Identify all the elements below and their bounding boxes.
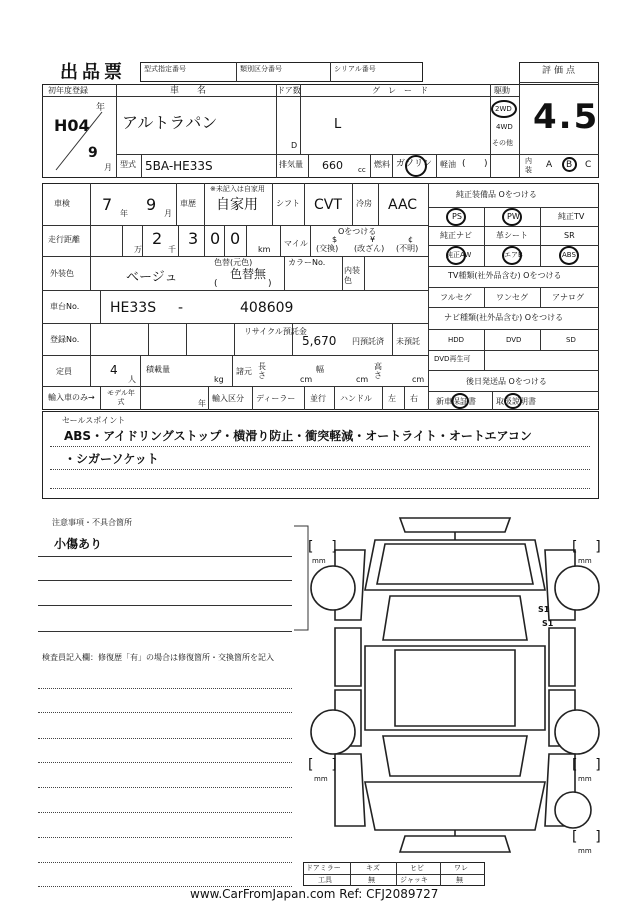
width-unit: cm: [356, 375, 369, 384]
interior-grade-c[interactable]: C: [585, 160, 592, 170]
capacity-label: 定員: [56, 367, 72, 376]
exchange-mark-dollar: $: [332, 235, 338, 244]
month-unit: 月: [104, 163, 112, 172]
equip-airbag[interactable]: エアB: [504, 251, 523, 259]
model-year-label: モデル年式: [107, 389, 135, 406]
exterior-color-value: ベージュ: [126, 270, 178, 285]
legend-jack: ジャッキ: [400, 876, 428, 884]
sales-points-label: セールスポイント: [62, 416, 126, 425]
serial-label: シリアル番号: [334, 65, 376, 73]
import-label: 輸入車のみ→: [48, 393, 95, 402]
interior-grade-circle: [562, 157, 577, 172]
height-unit: cm: [412, 375, 425, 384]
paren-open: (: [462, 159, 466, 169]
equip-aw[interactable]: 純正AW: [446, 251, 472, 259]
inspection-month-unit: 月: [164, 209, 172, 218]
legend-tools: 工具: [318, 876, 332, 884]
legend-break: ワレ: [454, 864, 468, 872]
reg-no-label: 登録No.: [50, 335, 80, 344]
later-warranty[interactable]: 新車保証書: [436, 397, 476, 406]
sales-points-line2: ・シガーソケット: [64, 452, 159, 466]
exchange-mark-cent: ¢: [408, 235, 414, 244]
tire-spare-unit: mm: [578, 847, 592, 855]
frame-number: 408609: [240, 300, 294, 316]
equip-pw[interactable]: PW: [507, 212, 520, 221]
inspection-label: 車検: [54, 199, 70, 208]
repaint-paren-close: ): [268, 279, 272, 289]
tire-rr-unit: mm: [578, 775, 592, 783]
score-value: 4.5: [533, 97, 600, 137]
car-diagram: [305, 510, 605, 870]
handle-left[interactable]: 左: [388, 394, 396, 403]
notes-label: 注意事項・不具合箇所: [52, 518, 132, 527]
grade-value: L: [334, 117, 342, 132]
sales-points-line1: ABS・アイドリングストップ・横滑り防止・衝突軽減・オートライト・オートエアコン: [64, 429, 532, 443]
equip-tv[interactable]: 純正TV: [558, 212, 585, 221]
km-unit: km: [258, 245, 271, 254]
tire-fr-unit: mm: [578, 557, 592, 565]
sen-unit: 千: [168, 245, 176, 254]
equip-abs[interactable]: ABS: [562, 251, 576, 259]
fuel-label: 燃料: [374, 160, 390, 169]
mileage-label: 走行距離: [48, 235, 80, 244]
tv-title: TV種類(社外品含む) Oをつける: [448, 271, 562, 280]
mileage-digit-2: 0: [210, 229, 221, 248]
later-title: 後日発送品 Oをつける: [466, 377, 547, 386]
recycle-status[interactable]: 円預託済: [352, 337, 384, 346]
grade-label: グレード: [372, 86, 436, 95]
first-reg-year: H04: [54, 116, 90, 135]
exchange-option-replaced[interactable]: (交換): [316, 244, 339, 253]
tire-rl-unit: mm: [314, 775, 328, 783]
history-note: ※未記入は自家用: [210, 185, 265, 193]
ac-value: AAC: [388, 197, 418, 213]
car-name: アルトラパン: [122, 113, 218, 132]
length-label: 長さ: [258, 362, 266, 380]
later-manual-circle: [504, 393, 522, 409]
legend-scratch: キズ: [366, 864, 380, 872]
fuel-circle: [405, 155, 427, 177]
width-label: 幅: [316, 365, 324, 374]
type-cert-label: 型式指定番号: [144, 65, 186, 73]
capacity-value: 4: [110, 363, 118, 377]
legend-tools-value: 無: [368, 876, 375, 884]
handle-label: ハンドル: [340, 394, 372, 403]
repaint-value: 色替無: [230, 267, 267, 281]
displacement-label: 排気量: [279, 160, 303, 169]
load-label: 積載量: [146, 365, 170, 374]
shift-label: シフト: [276, 199, 300, 208]
equip-navi[interactable]: 純正ナビ: [440, 231, 472, 240]
history-label: 車歴: [180, 199, 196, 208]
tv-fullseg[interactable]: フルセグ: [440, 293, 472, 302]
recycle-unpaid[interactable]: 未預託: [396, 337, 420, 346]
exchange-option-tampered[interactable]: (改ざん): [354, 244, 385, 253]
exchange-option-unknown[interactable]: (不明): [396, 244, 419, 253]
ac-label: 冷房: [356, 199, 372, 208]
interior-grade-a[interactable]: A: [546, 160, 553, 170]
repaint-label: 色替(元色): [214, 258, 253, 267]
navi-hdd[interactable]: HDD: [448, 336, 465, 344]
first-reg-month: 9: [88, 145, 98, 161]
frame-prefix: HE33S: [110, 300, 157, 316]
navi-title: ナビ種類(社外品含む) Oをつける: [444, 313, 564, 322]
equip-airbag-circle: [502, 246, 522, 265]
first-reg-label: 初年度登録: [48, 86, 88, 95]
dvd-label[interactable]: DVD再生可: [434, 355, 471, 363]
drive-2wd-circle: [491, 100, 517, 118]
tv-analog[interactable]: アナログ: [552, 293, 584, 302]
year-unit: 年: [96, 103, 106, 113]
inspection-year: 7: [102, 195, 113, 214]
navi-dvd[interactable]: DVD: [506, 336, 522, 344]
interior-label: 内装: [525, 157, 532, 174]
legend-jack-value: 無: [456, 876, 463, 884]
legend-crack: ヒビ: [410, 864, 424, 872]
later-warranty-circle: [451, 393, 469, 409]
equip-pw-circle: [502, 208, 522, 226]
equipment-title: 純正装備品 Oをつける: [456, 190, 537, 199]
load-unit: kg: [214, 375, 224, 384]
import-category-label: 輸入区分: [212, 394, 244, 403]
capacity-unit: 人: [128, 375, 136, 384]
doors-label: ドア数: [277, 86, 301, 95]
interior-grade-b[interactable]: B: [566, 160, 573, 170]
interior-color-label: 内装色: [344, 266, 360, 285]
inspector-label: 検査員記入欄：修復歴「有」の場合は修復箇所・交換箇所を記入: [42, 653, 274, 662]
exchange-circle-note: Oをつける: [338, 227, 377, 236]
doors-suffix: D: [291, 141, 298, 150]
equip-sr[interactable]: SR: [564, 231, 575, 240]
drive-label: 駆動: [494, 86, 510, 95]
recycle-label: リサイクル預託金: [244, 327, 307, 336]
exterior-color-label: 外装色: [50, 269, 74, 278]
score-label: 評価点: [542, 66, 579, 76]
equip-ps-circle: [446, 208, 466, 226]
legend-mirror: ドアミラー: [306, 864, 341, 872]
fuel-gasoline[interactable]: ガソリン: [396, 159, 433, 169]
history-value: 自家用: [216, 197, 258, 213]
dims-label: 諸元: [236, 367, 252, 376]
displacement-unit: cc: [358, 166, 366, 174]
navi-sd[interactable]: SD: [566, 336, 576, 344]
model-value: 5BA-HE33S: [145, 159, 213, 173]
sheet-title: 出品票: [60, 62, 126, 83]
car-name-label: 車名: [170, 86, 225, 96]
import-dealer[interactable]: ディーラー: [256, 394, 296, 403]
exchange-mark-yen: ¥: [370, 235, 376, 244]
drive-4wd[interactable]: 4WD: [496, 123, 513, 131]
inspection-year-unit: 年: [120, 209, 128, 218]
displacement-value: 660: [322, 159, 343, 172]
frame-dash: -: [178, 300, 184, 316]
model-year-unit: 年: [198, 399, 206, 408]
watermark: www.CarFromJapan.com Ref: CFJ2089727: [190, 887, 439, 901]
color-no-label: カラーNo.: [288, 258, 326, 267]
repaint-paren-open: (: [214, 279, 218, 289]
notes-value: 小傷あり: [54, 537, 103, 551]
mileage-man: 2: [152, 229, 163, 248]
date-slash: [52, 104, 112, 174]
equip-leather[interactable]: 革シート: [496, 231, 528, 240]
model-label: 型式: [120, 160, 136, 169]
import-parallel[interactable]: 並行: [310, 394, 326, 403]
tv-oneseg[interactable]: ワンセグ: [496, 293, 528, 302]
equip-aw-circle: [446, 246, 466, 265]
shift-value: CVT: [314, 197, 342, 213]
later-manual[interactable]: 取扱説明書: [496, 397, 536, 406]
height-label: 高さ: [374, 362, 382, 380]
recycle-amount: 5,670: [302, 334, 337, 348]
mileage-digit-3: 0: [230, 229, 241, 248]
drive-2wd[interactable]: 2WD: [495, 105, 512, 113]
man-unit: 万: [134, 245, 142, 254]
equip-abs-circle: [559, 246, 579, 265]
category-label: 類別区分番号: [240, 65, 282, 73]
length-unit: cm: [300, 375, 313, 384]
equip-ps[interactable]: PS: [452, 212, 462, 221]
mile-label: マイル: [284, 239, 308, 248]
damage-mark-2: S1: [542, 619, 554, 628]
inspection-month: 9: [146, 195, 157, 214]
mileage-digit-1: 3: [188, 229, 199, 248]
damage-mark-1: S1: [538, 605, 550, 614]
handle-right[interactable]: 右: [410, 394, 418, 403]
tire-fl-unit: mm: [312, 557, 326, 565]
paren-close: ): [484, 159, 488, 169]
light-oil-label[interactable]: 軽油: [440, 160, 456, 169]
drive-other[interactable]: その他: [492, 139, 513, 147]
frame-no-label: 車台No.: [50, 302, 80, 311]
